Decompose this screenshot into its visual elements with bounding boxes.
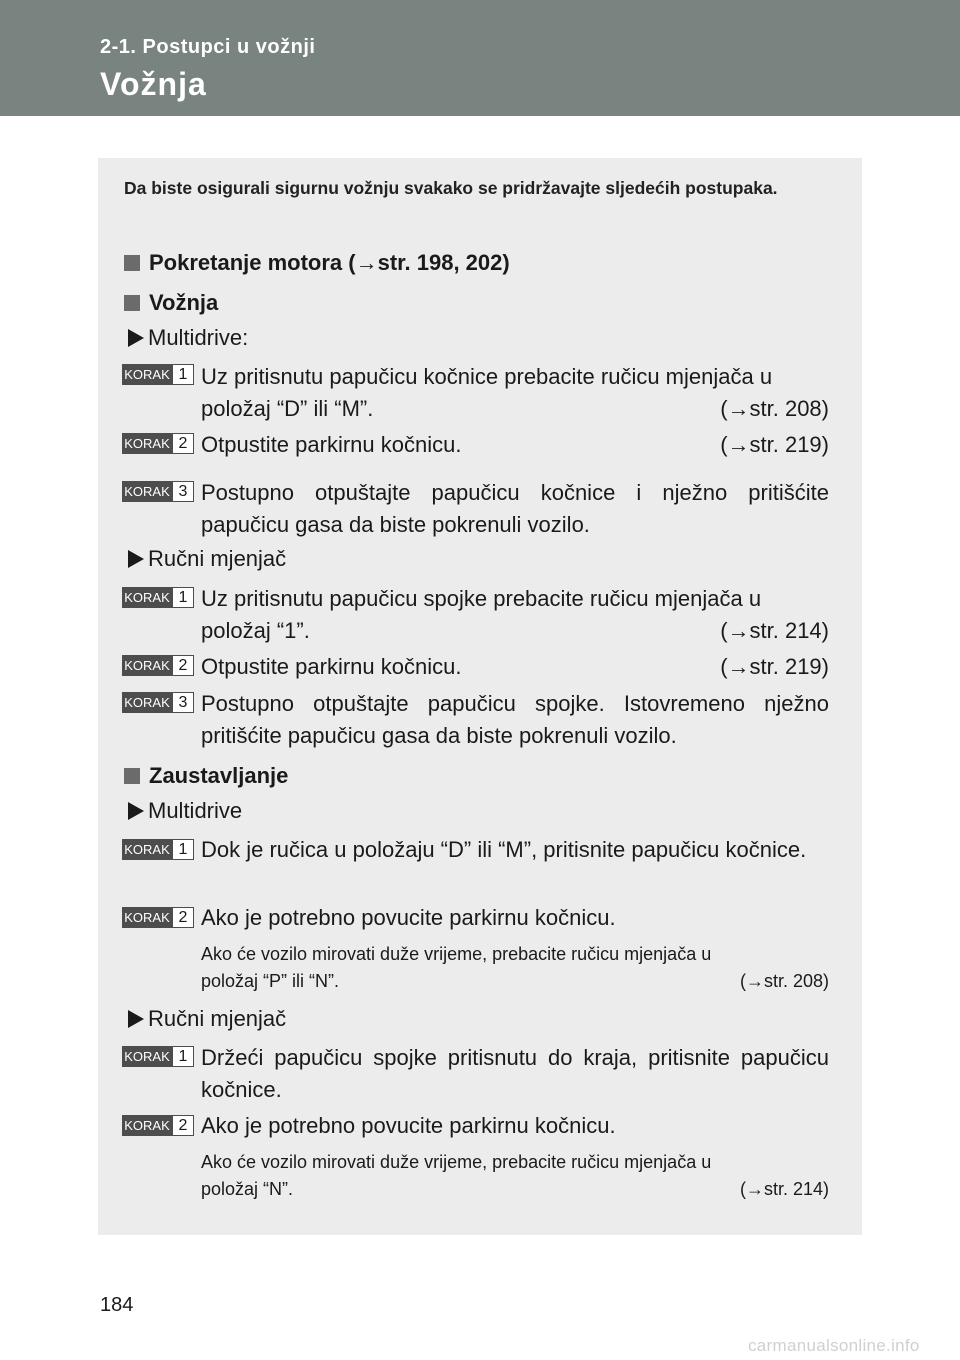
triangle-bullet-icon — [128, 329, 144, 347]
page-ref: (→str. 214) — [720, 618, 829, 643]
page-title: Vožnja — [100, 66, 207, 102]
step-badge: KORAK 3 — [122, 481, 194, 502]
page-number: 184 — [100, 1294, 134, 1316]
step-badge: KORAK 1 — [122, 587, 194, 608]
step-text: Držeći papučicu spojke pritisnutu do kraja, pritisnite papučicu kočnice. — [201, 1045, 829, 1102]
stop-multidrive-label: Multidrive — [128, 798, 242, 824]
page-ref: (→str. 208) — [739, 971, 829, 991]
step-text-line: položaj “D” ili “M”. (→str. 208) — [201, 393, 829, 425]
heading-start-label: Pokretanje motora (→str. 198, 202) — [149, 250, 510, 275]
triangle-bullet-icon — [128, 550, 144, 568]
step-badge: KORAK 2 — [122, 907, 194, 928]
step-note-line: položaj “N”. (→str. 214) — [201, 1175, 829, 1203]
step-text-line: položaj “1”. (→str. 214) — [201, 615, 829, 647]
step-text: Dok je ručica u položaju “D” ili “M”, pritisnite papučicu kočnice. — [201, 837, 807, 862]
step-badge: KORAK 2 — [122, 655, 194, 676]
watermark: carmanualsonline.info — [748, 1336, 920, 1355]
step-note: Ako će vozilo mirovati duže vrijeme, prebacite ručicu mjenjača u — [201, 1152, 712, 1172]
page-ref: (→str. 219) — [720, 654, 829, 679]
heading-stop-label: Zaustavljanje — [149, 763, 289, 788]
header-bar — [0, 0, 960, 116]
square-bullet-icon — [124, 295, 140, 311]
section-label: 2-1. Postupci u vožnji — [100, 36, 316, 58]
step-text: Postupno otpuštajte papučicu kočnice i nježno pritišćite papučicu gasa da biste pokrenuli vozilo. — [201, 480, 829, 537]
step-badge: KORAK 1 — [122, 1046, 194, 1067]
triangle-bullet-icon — [128, 1010, 144, 1028]
page-ref: (→str. 214) — [739, 1179, 829, 1199]
drive-multidrive-label: Multidrive: — [128, 325, 248, 351]
step-text: Ako je potrebno povucite parkirnu kočnicu. — [201, 1113, 616, 1138]
step-badge: KORAK 2 — [122, 433, 194, 454]
step-text: Uz pritisnutu papučicu spojke prebacite ručicu mjenjača u — [201, 586, 762, 611]
step-text-line: Otpustite parkirnu kočnicu. (→str. 219) — [201, 651, 829, 683]
step-badge: KORAK 2 — [122, 1115, 194, 1136]
step-badge: KORAK 1 — [122, 839, 194, 860]
step-text: Uz pritisnutu papučicu kočnice prebacite ručicu mjenjača u — [201, 364, 773, 389]
heading-drive — [124, 290, 218, 316]
step-badge: KORAK 1 — [122, 364, 194, 385]
square-bullet-icon — [124, 768, 140, 784]
heading-drive-label: Vožnja — [149, 290, 219, 315]
step-note: Ako će vozilo mirovati duže vrijeme, prebacite ručicu mjenjača u — [201, 944, 712, 964]
stop-manual-label: Ručni mjenjač — [128, 1006, 286, 1032]
step-note-line: položaj “P” ili “N”. (→str. 208) — [201, 967, 829, 995]
page-ref: (→str. 219) — [720, 432, 829, 457]
intro-text: Da biste osigurali sigurnu vožnju svakako se pridržavajte sljedećih postupaka. — [124, 178, 778, 198]
step-text: Postupno otpuštajte papučicu spojke. Istovremeno nježno pritišćite papučicu gasa da biste pokrenuli vozilo. — [201, 691, 829, 748]
step-text: Ako je potrebno povucite parkirnu kočnicu. — [201, 905, 616, 930]
triangle-bullet-icon — [128, 802, 144, 820]
heading-start — [124, 250, 510, 276]
page-ref: (→str. 208) — [720, 396, 829, 421]
square-bullet-icon — [124, 255, 140, 271]
heading-stop — [124, 763, 288, 789]
step-badge: KORAK 3 — [122, 692, 194, 713]
step-text-line: Otpustite parkirnu kočnicu. (→str. 219) — [201, 429, 829, 461]
drive-manual-label: Ručni mjenjač — [128, 546, 286, 572]
